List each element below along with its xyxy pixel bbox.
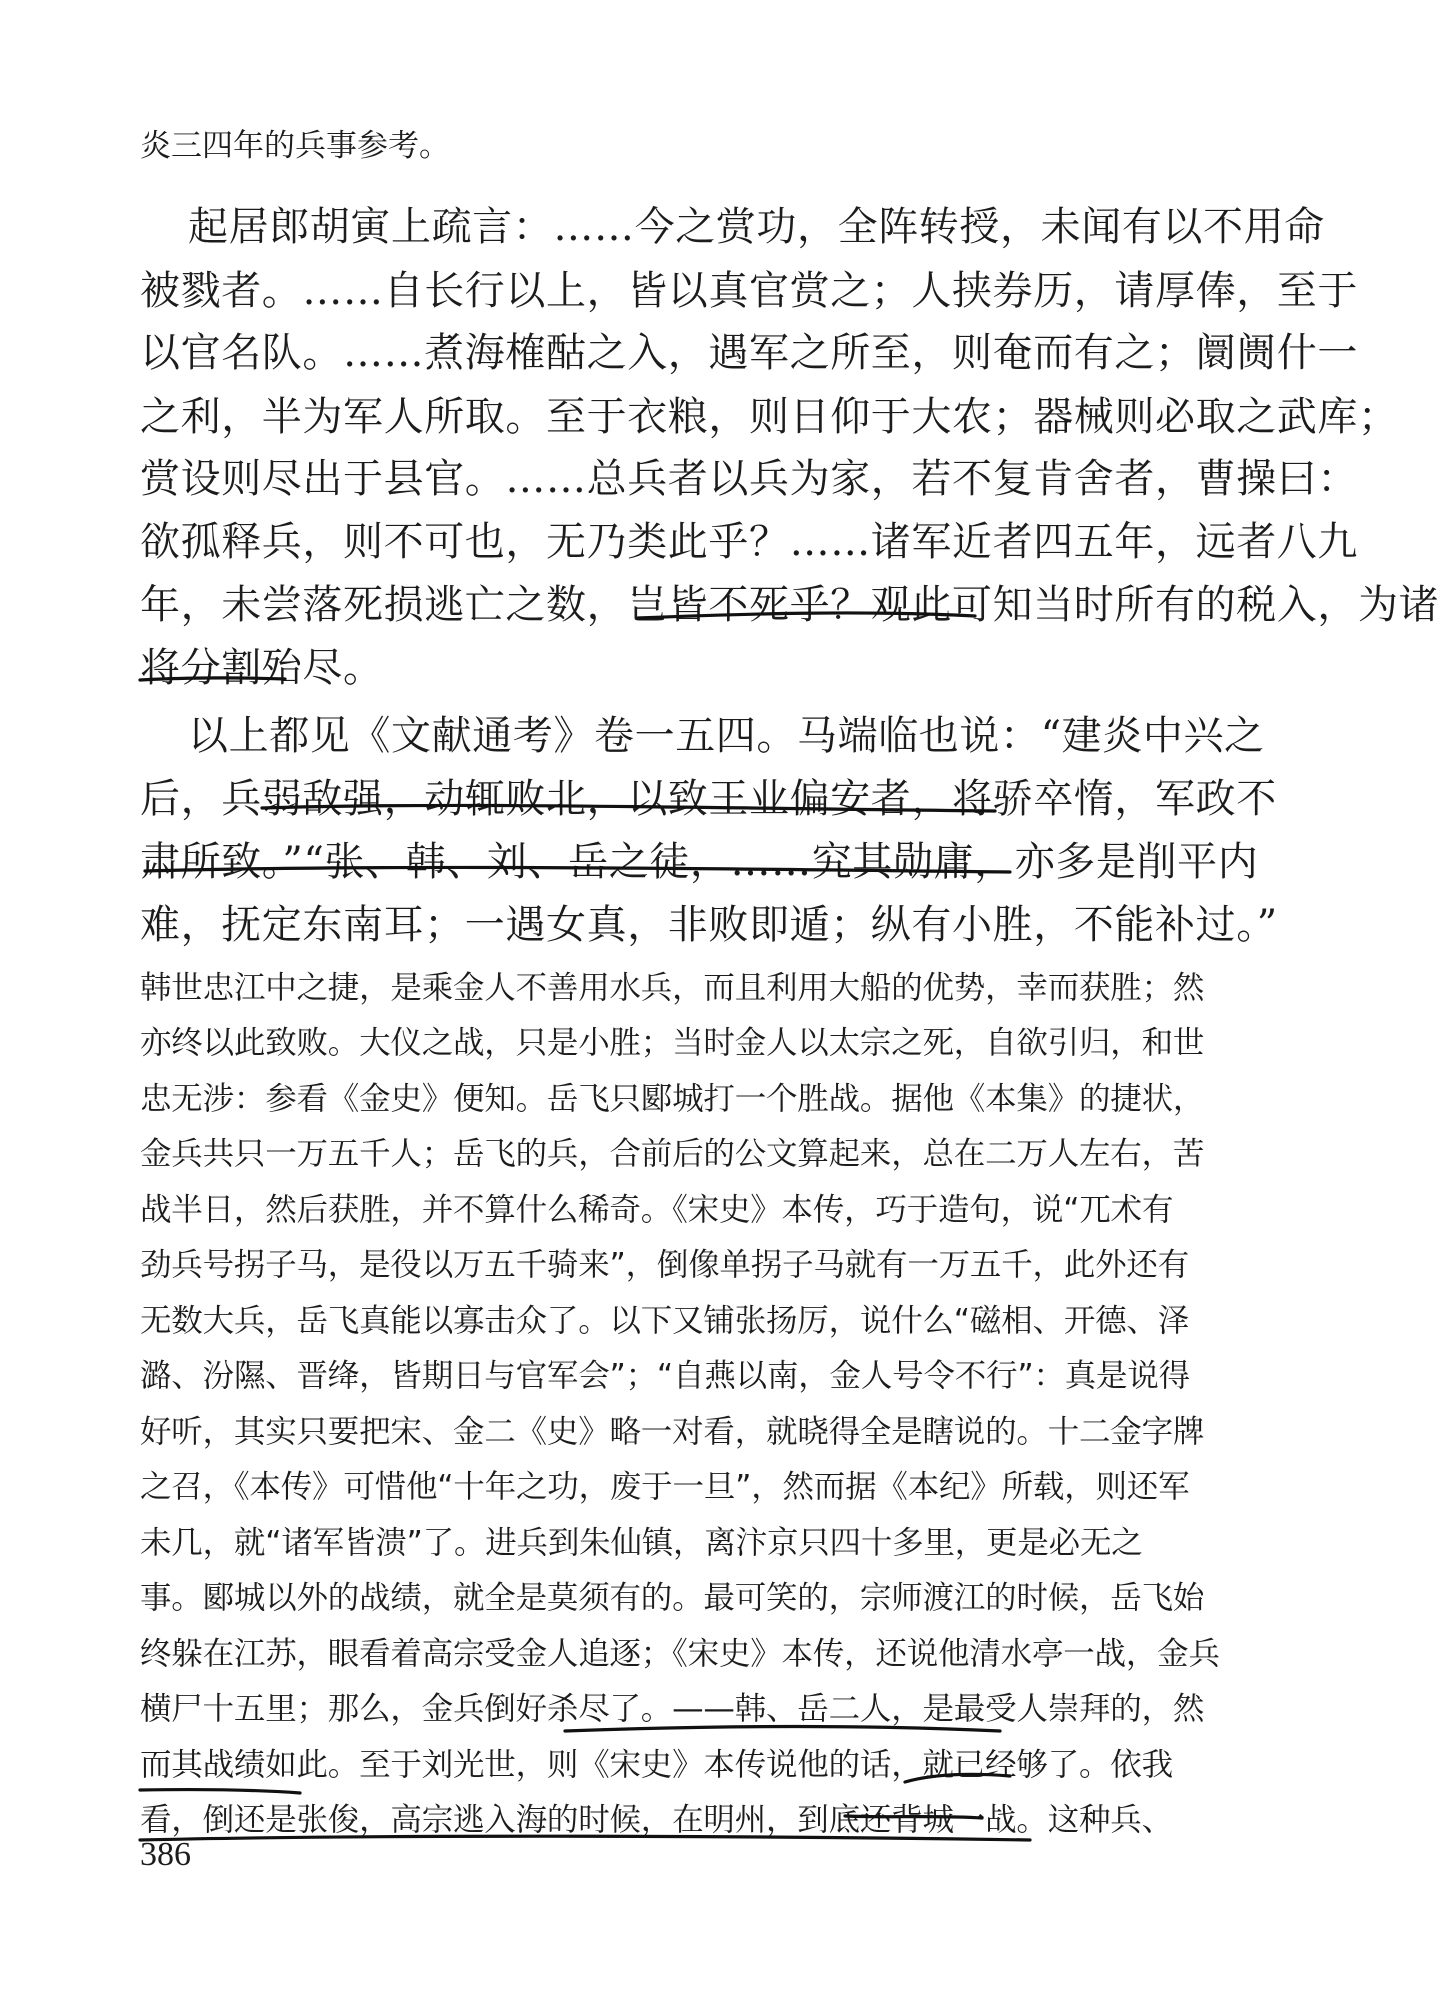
continuation-line: 炎三四年的兵事参考。 <box>140 128 450 164</box>
text-line: 劲兵号拐子马，是役以万五千骑来”，倒像单拐子马就有一万五千，此外还有 <box>140 1247 1190 1283</box>
text-line: 忠无涉：参看《金史》便知。岳飞只郾城打一个胜战。据他《本集》的捷状， <box>140 1081 1205 1117</box>
text-line: 终躲在江苏，眼看着高宗受金人追逐；《宋史》本传，还说他清水亭一战，金兵 <box>140 1636 1220 1672</box>
text-line: 事。郾城以外的战绩，就全是莫须有的。最可笑的，宗师渡江的时候，岳飞始 <box>140 1580 1205 1616</box>
text-line: 后，兵弱敌强，动辄败北，以致王业偏安者，将骄卒惰，军政不 <box>140 776 1277 822</box>
text-line: 金兵共只一万五千人；岳飞的兵，合前后的公文算起来，总在二万人左右，苦 <box>140 1136 1205 1172</box>
text-line: 之召，《本传》可惜他“十年之功，废于一旦”，然而据《本纪》所载，则还军 <box>140 1469 1190 1505</box>
text-line: 以上都见《文献通考》卷一五四。马端临也说：“建炎中兴之 <box>188 713 1265 759</box>
text-line: 难，抚定东南耳；一遇女真，非败即遁；纵有小胜，不能补过。” <box>140 902 1278 948</box>
text-line: 未几，就“诸军皆溃”了。进兵到朱仙镇，离汴京只四十多里，更是必无之 <box>140 1525 1143 1561</box>
text-line: 被戮者。……自长行以上，皆以真官赏之；人挟券历，请厚俸，至于 <box>140 268 1358 314</box>
underline-mark <box>140 1790 300 1793</box>
text-line: 亦终以此致败。大仪之战，只是小胜；当时金人以太宗之死，自欲引归，和世 <box>140 1025 1205 1061</box>
page-number: 386 <box>140 1836 191 1873</box>
text-line: 之利，半为军人所取。至于衣粮，则日仰于大农；器械则必取之武库； <box>140 394 1399 440</box>
text-line: 肃所致。”“张、韩、刘、岳之徒，……究其勋庸，亦多是削平内 <box>140 839 1259 885</box>
text-line: 将分割殆尽。 <box>140 645 384 691</box>
text-line: 以官名队。……煮海榷酤之入，遇军之所至，则奄而有之；阛阓什一 <box>140 330 1358 376</box>
text-line: 潞、汾隰、晋绛，皆期日与官军会”；“自燕以南，金人号令不行”：真是说得 <box>140 1358 1190 1394</box>
text-line: 年，未尝落死损逃亡之数，岂皆不死乎？观此可知当时所有的税入，为诸 <box>140 582 1439 628</box>
text-line: 起居郎胡寅上疏言：……今之赏功，全阵转授，未闻有以不用命 <box>188 204 1325 250</box>
text-line: 韩世忠江中之捷，是乘金人不善用水兵，而且利用大船的优势，幸而获胜；然 <box>140 970 1205 1006</box>
text-line: 欲孤释兵，则不可也，无乃类此乎？……诸军近者四五年，远者八九 <box>140 519 1358 565</box>
text-line: 看，倒还是张俊，高宗逃入海的时候，在明州，到底还背城一战。这种兵、 <box>140 1802 1173 1838</box>
text-line: 战半日，然后获胜，并不算什么稀奇。《宋史》本传，巧于造句，说“兀术有 <box>140 1192 1174 1228</box>
text-line: 赏设则尽出于县官。……总兵者以兵为家，若不复肯舍者，曹操曰： <box>140 456 1358 502</box>
text-line: 横尸十五里；那么，金兵倒好杀尽了。——韩、岳二人，是最受人崇拜的，然 <box>140 1691 1205 1727</box>
text-line: 无数大兵，岳飞真能以寡击众了。以下又铺张扬厉，说什么“磁相、开德、泽 <box>140 1303 1190 1339</box>
text-line: 好听，其实只要把宋、金二《史》略一对看，就晓得全是瞎说的。十二金字牌 <box>140 1414 1205 1450</box>
text-line: 而其战绩如此。至于刘光世，则《宋史》本传说他的话，就已经够了。依我 <box>140 1747 1173 1783</box>
